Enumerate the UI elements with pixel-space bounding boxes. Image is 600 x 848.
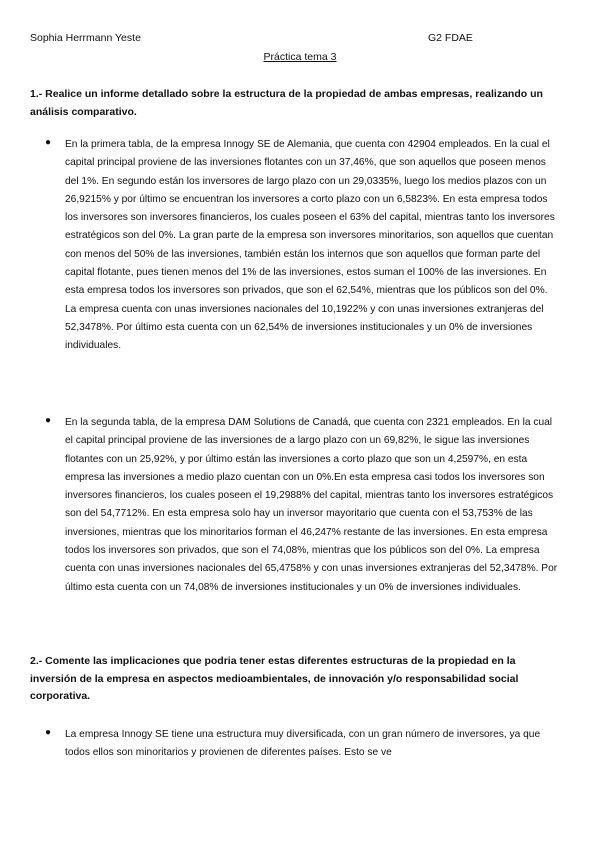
paragraph-innogy: En la primera tabla, de la empresa Innogy SE de Alemania, que cuenta con 42904 empleados. En la cual el capital principal proviene de las inversiones flotantes con un 37,46%, que son aquellos que poseen menos del 1%. En segundo están los inversores de largo plazo con un 29,0335%, luego los medios plazos con un 26,9215% y por último se encuentran los inversores a corto plazo con un 6,5823%. En esta empresa todos los inversores son inversores financieros, los cuales poseen el 63% del capital, mientras tanto los inversores estratégicos son del 0%. La gran parte de la empresa son inversores minoritarios, son aquellos que cuentan con menos del 50% de las inversiones, también están los internos que son aquellos que forman parte del capital flotante, pues tienen menos del 1% de las inversiones, estos suman el 100% de las inversiones. En esta empresa todos los inversores son privados, que son el 62,54%, mientras que los públicos son del 0%. La empresa cuenta con unas inversiones nacionales del 10,1922% y con unas inversiones extranjeras del 52,3478%. Por último esta cuenta con un 62,54% de inversiones institucionales y un 0% de inversiones individuales.: [65, 139, 555, 352]
paragraph-dam-solutions: En la segunda tabla, de la empresa DAM Solutions de Canadá, que cuenta con 2321 empleados. En la cual el capital principal proviene de las inversiones de a largo plazo con un 69,82%, le sigue las inversiones flotantes con un 25,92%, y por último están las inversiones a corto plazo que son un 4,2597%, en esta empresa las inversiones a medio plazo cuentan con un 0%.En esta empresa casi todos los inversores son inversores financieros, los cuales poseen el 19,2988% del capital, mientras tanto los inversores estratégicos son del 54,7712%. En esta empresa solo hay un inversor mayoritario que cuenta con el 53,753% de las inversiones, mientras que los minoritarios forman el 46,247% restante de las inversiones. En esta empresa todos los inversores son privados, que son el 74,08%, mientras que los públicos son del 0%. La empresa cuenta con unas inversiones nacionales del 65,4758% y con unas inversiones extranjeras del 52,3478%. Por último esta cuenta con un 74,08% de inversiones institucionales y un 0% de inversiones individuales.: [65, 417, 558, 593]
group-label: G2 FDAE: [428, 32, 473, 44]
paragraph-implications: La empresa Innogy SE tiene una estructura muy diversificada, con un gran número de inversores, ya que todos ellos son minoritarios y provienen de diferentes países. Esto se ve: [65, 729, 541, 759]
document-title: Práctica tema 3: [263, 51, 337, 63]
bullet-icon: ●: [45, 415, 52, 426]
question-2-heading: 2.- Comente las implicaciones que podria tener estas diferentes estructuras de la propiedad en la inversión de la empresa en aspectos medioambientales, de innovación y/o responsabilidad social corporativa.: [30, 655, 519, 702]
author-name: Sophia Herrmann Yeste: [30, 32, 141, 44]
question-1-heading: 1.- Realice un informe detallado sobre la estructura de la propiedad de ambas empresas, realizando un análisis comparativo.: [30, 88, 543, 118]
bullet-icon: ●: [45, 727, 52, 738]
bullet-icon: ●: [45, 137, 52, 148]
